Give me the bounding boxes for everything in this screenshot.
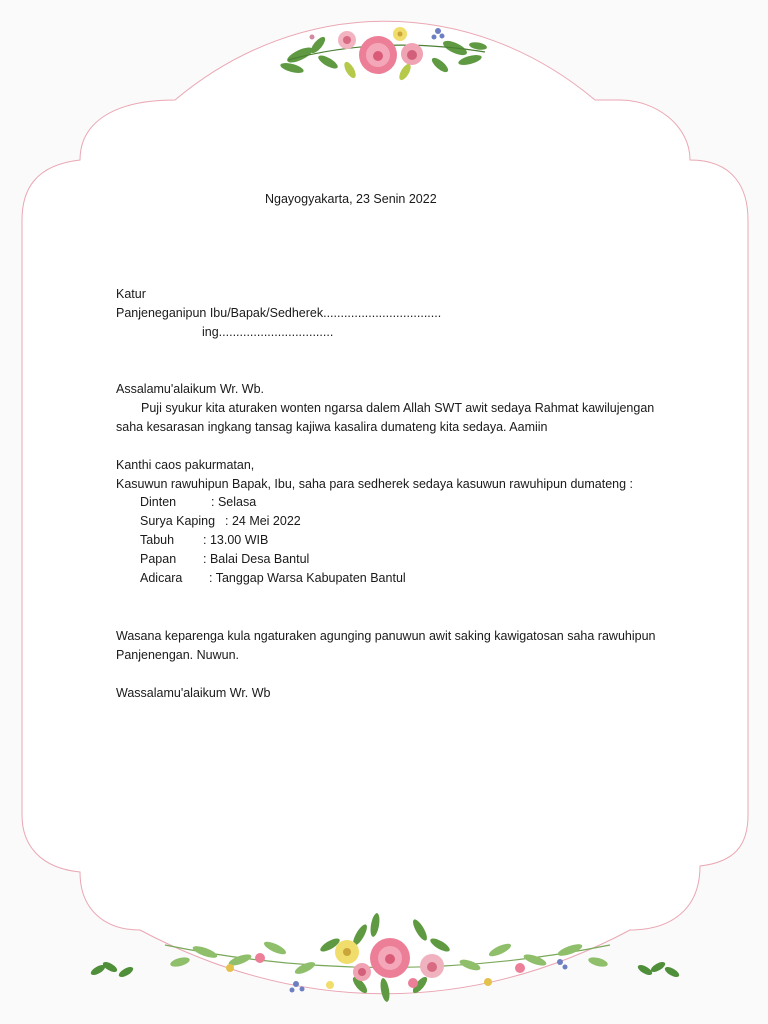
detail-label: Dinten bbox=[140, 495, 177, 509]
detail-label: Adicara bbox=[140, 571, 183, 585]
addressee-line: Panjeneganipun Ibu/Bapak/Sedherek.................................. bbox=[116, 306, 442, 320]
salam-closing: Wassalamu'alaikum Wr. Wb bbox=[116, 686, 271, 700]
event-detail-time bbox=[140, 531, 268, 550]
yellow-flower-icon bbox=[393, 27, 407, 41]
detail-value: : 13.00 WIB bbox=[203, 533, 269, 547]
invitation-line: Kasuwun rawuhipun Bapak, Ibu, saha para sedherek sedaya kasuwun rawuhipun dumateng : bbox=[116, 477, 634, 491]
detail-value: : Tanggap Warsa Kabupaten Bantul bbox=[209, 571, 406, 585]
detail-label: Surya Kaping bbox=[140, 514, 216, 528]
detail-value: : Selasa bbox=[211, 495, 257, 509]
rose-icon bbox=[359, 36, 397, 74]
rose-icon bbox=[420, 954, 444, 978]
detail-label: Tabuh bbox=[140, 533, 175, 547]
rose-icon bbox=[353, 963, 371, 981]
salam-opening: Assalamu'alaikum Wr. Wb. bbox=[116, 382, 265, 396]
detail-label: Papan bbox=[140, 552, 177, 566]
letter-date: Ngayogyakarta, 23 Senin 2022 bbox=[265, 192, 437, 206]
detail-value: : 24 Mei 2022 bbox=[225, 514, 301, 528]
yellow-flower-icon bbox=[335, 940, 359, 964]
detail-value: : Balai Desa Bantul bbox=[203, 552, 310, 566]
event-detail-day bbox=[140, 493, 256, 512]
event-detail-date bbox=[140, 512, 301, 531]
greeting-line: Kanthi caos pakurmatan, bbox=[116, 458, 255, 472]
rose-icon bbox=[401, 43, 423, 65]
recipient-intro: Katur bbox=[116, 287, 146, 301]
scalloped-border bbox=[22, 21, 748, 994]
rose-icon bbox=[338, 31, 356, 49]
closing-paragraph: Wasana keparenga kula ngaturaken agunging panuwun awit saking kawigatosan saha rawuhipun Panjenengan. Nuwun. bbox=[116, 629, 656, 662]
rose-icon bbox=[370, 938, 410, 978]
addressee-place-line: ing................................. bbox=[202, 325, 334, 339]
event-detail-event bbox=[140, 569, 406, 588]
event-detail-place bbox=[140, 550, 309, 569]
opening-paragraph: Puji syukur kita aturaken wonten ngarsa dalem Allah SWT awit sedaya Rahmat kawilujengan saha kesarasan ingkang tansag kajiwa kasalira dumateng kita sedaya. Aamiin bbox=[116, 401, 655, 434]
